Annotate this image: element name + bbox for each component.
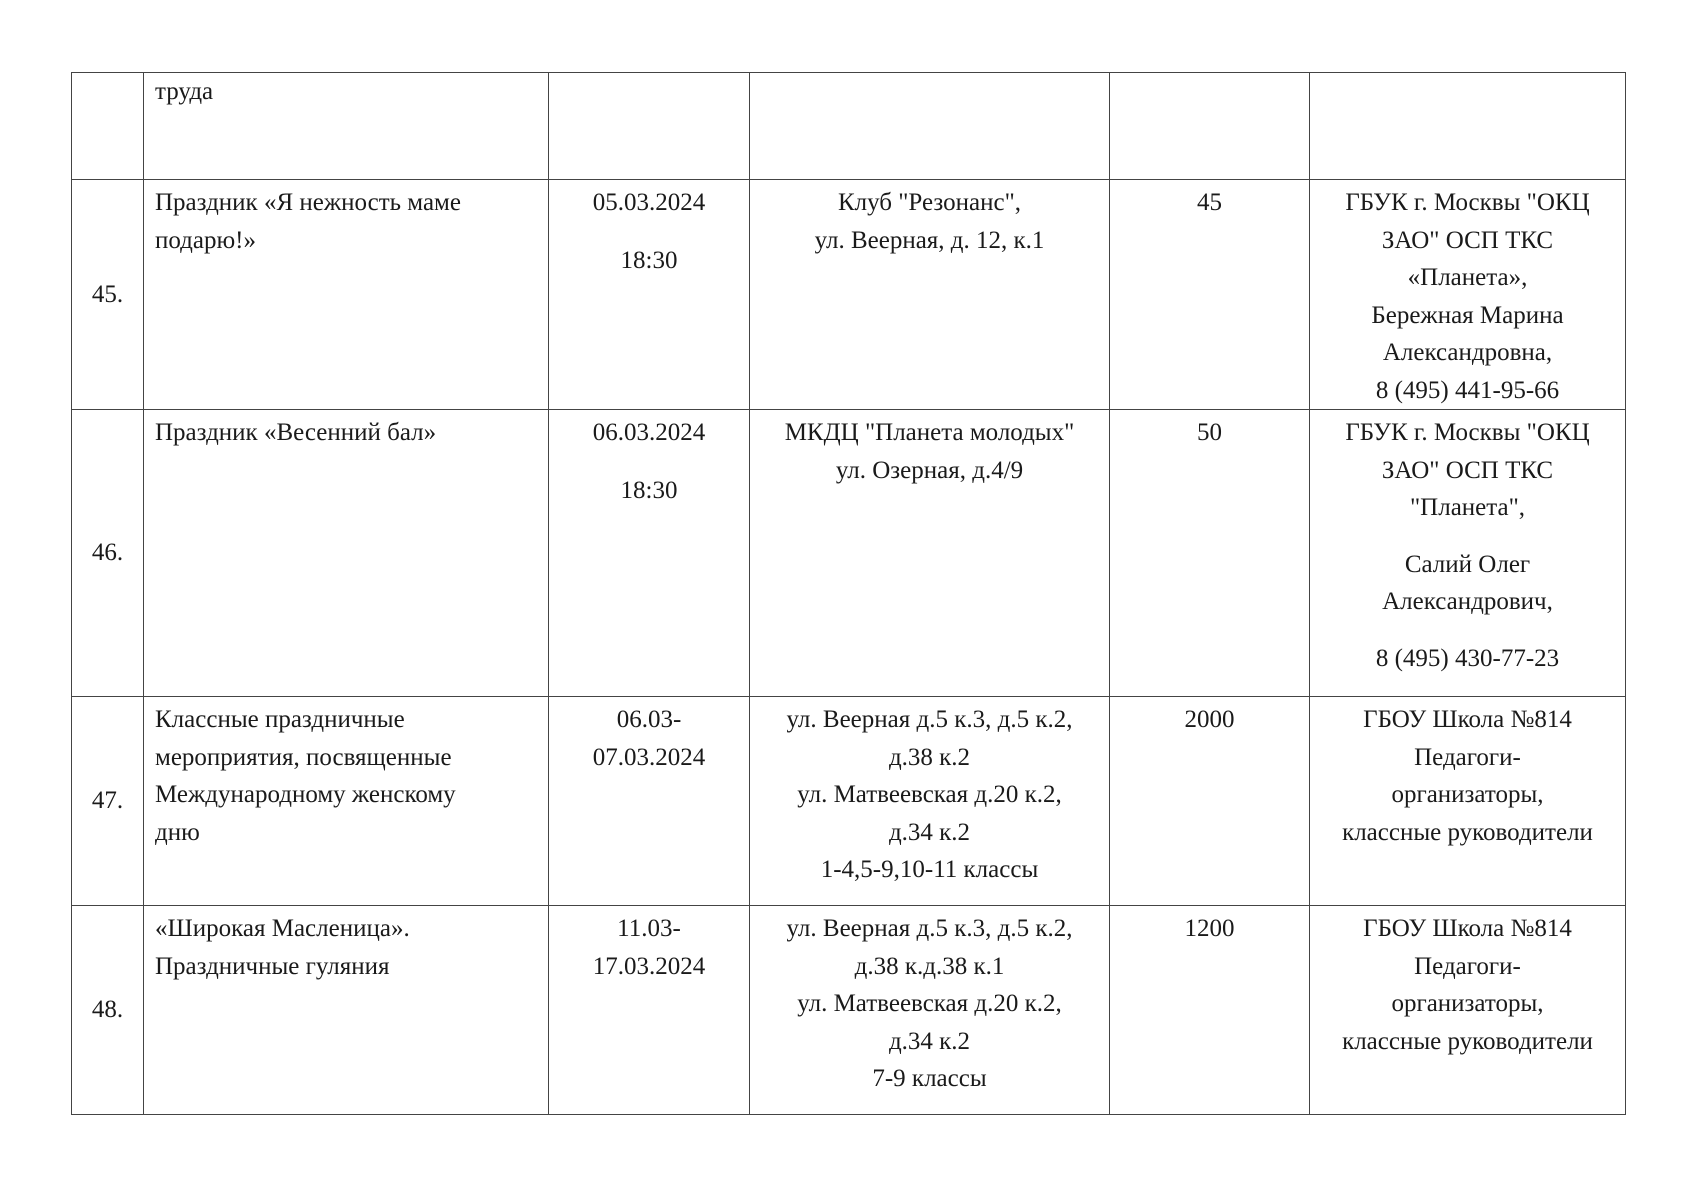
event-date-line: 07.03.2024 [592,743,706,771]
responsible-line: Салий Олег [1404,550,1531,578]
responsible-line: организаторы, [1391,781,1544,808]
responsible-line: классные руководители [1342,818,1593,846]
participant-count: 1200 [1110,906,1310,1115]
event-place-line: ул. Матвеевская д.20 к.2, [797,990,1062,1017]
event-place-line: ул. Веерная д.5 к.3, д.5 к.2, [786,706,1073,733]
event-place-line: ул. Веерная д.5 к.3, д.5 к.2, [786,915,1073,942]
row-number: 45. [72,180,144,410]
responsible-line: Александрович, [1382,588,1553,615]
participant-count: 2000 [1110,697,1310,906]
event-name [144,697,549,906]
responsible-line: ГБОУ Школа №814 [1363,706,1572,733]
event-date-line: 17.03.2024 [592,952,706,980]
row-number: 48. [72,906,144,1115]
event-place-line: МКДЦ "Планета молодых" [784,419,1075,446]
event-place-line: ул. Матвеевская д.20 к.2, [797,781,1062,808]
event-place [750,697,1110,906]
event-name [144,410,549,697]
responsible-org [1310,73,1626,180]
participant-count [1110,73,1310,180]
event-name-line: Праздник «Весенний бал» [155,419,437,446]
event-time: 18:30 [620,246,678,274]
event-place-line: ул. Веерная, д. 12, к.1 [814,226,1045,254]
event-place-line: ул. Озерная, д.4/9 [835,456,1024,484]
event-name-line: подарю!» [155,226,256,254]
event-date-line: 05.03.2024 [592,189,706,216]
row-number: 46. [72,410,144,697]
event-name-line: Классные праздничные [155,706,405,733]
responsible-line: ГБОУ Школа №814 [1363,915,1572,942]
row-number [72,73,144,180]
table-row [72,73,1626,180]
responsible-phone: 8 (495) 441-95-66 [1375,376,1560,404]
responsible-line: ГБУК г. Москвы "ОКЦ [1345,189,1590,216]
event-grades: 7-9 классы [872,1065,987,1092]
events-table [71,72,1626,1115]
event-place [750,73,1110,180]
event-name [144,73,549,180]
event-date-line: 11.03- [617,915,681,942]
event-date [549,73,750,180]
event-place [750,180,1110,410]
responsible-org [1310,697,1626,906]
event-name [144,906,549,1115]
table-row [72,906,1626,1115]
event-date [549,410,750,697]
responsible-org [1310,180,1626,410]
responsible-line: «Планета», [1407,264,1528,291]
responsible-phone: 8 (495) 430-77-23 [1375,644,1560,672]
event-place-line: д.34 к.2 [888,1027,971,1055]
event-date [549,697,750,906]
event-date-line: 06.03- [616,706,682,733]
event-date-line: 06.03.2024 [592,419,706,446]
responsible-line: ЗАО" ОСП ТКС [1381,456,1554,484]
event-name-line: Праздник «Я нежность маме [155,189,461,216]
responsible-line: организаторы, [1391,990,1544,1017]
row-number: 47. [72,697,144,906]
event-name-line: Праздничные гуляния [155,952,390,980]
event-date [549,906,750,1115]
responsible-line: Педагоги- [1414,743,1521,771]
event-name [144,180,549,410]
responsible-org [1310,906,1626,1115]
event-place-line: д.38 к.д.38 к.1 [854,952,1005,980]
responsible-line: Педагоги- [1414,952,1521,980]
responsible-line: "Планета", [1409,494,1526,521]
table-row [72,180,1626,410]
table-row [72,697,1626,906]
responsible-line: ГБУК г. Москвы "ОКЦ [1345,419,1590,446]
table-row [72,410,1626,697]
event-name-line: «Широкая Масленица». [155,915,410,942]
event-place [750,410,1110,697]
event-place-line: Клуб "Резонанс", [837,189,1022,216]
responsible-line: Бережная Марина [1371,301,1564,329]
event-name-line: мероприятия, посвященные [155,743,452,771]
event-name-line: дню [155,818,200,846]
event-place [750,906,1110,1115]
event-date [549,180,750,410]
responsible-line: классные руководители [1342,1027,1593,1055]
responsible-org [1310,410,1626,697]
event-name-line: труда [155,78,214,105]
participant-count: 50 [1110,410,1310,697]
responsible-line: ЗАО" ОСП ТКС [1381,226,1554,254]
event-time: 18:30 [620,476,678,504]
event-grades: 1-4,5-9,10-11 классы [820,856,1039,883]
participant-count: 45 [1110,180,1310,410]
event-name-line: Международному женскому [155,781,456,808]
event-place-line: д.34 к.2 [888,818,971,846]
responsible-line: Александровна, [1382,339,1553,366]
event-place-line: д.38 к.2 [888,743,971,771]
